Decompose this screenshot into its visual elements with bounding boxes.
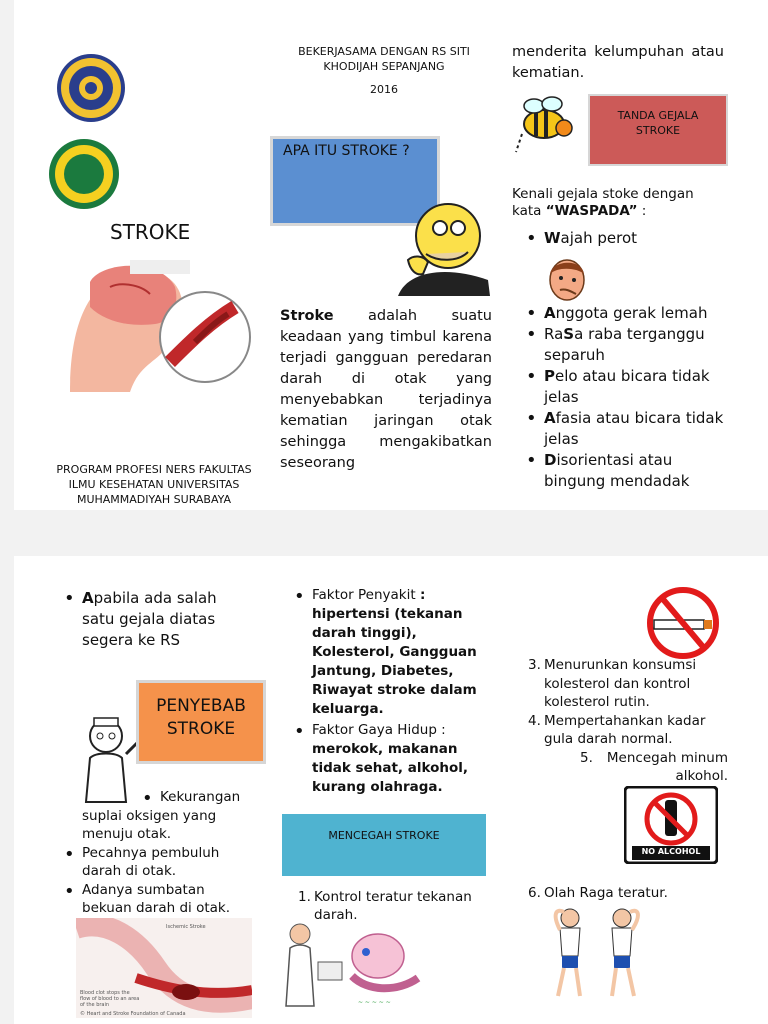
svg-text:~ ~ ~ ~ ~: ~ ~ ~ ~ ~ (358, 999, 391, 1006)
ischemic-stroke-illustration (76, 918, 252, 1018)
no-smoking-sign (642, 586, 724, 660)
university-logo (54, 52, 128, 124)
image-caption-title: Ischemic Stroke (166, 924, 206, 930)
waspada-intro-text: Kenali gejala stoke dengan kata (512, 186, 694, 219)
prevention-item: 4. Mempertahankan kadar gula darah normal. (528, 712, 706, 747)
risk-factor-disease-detail: hipertensi (tekanan darah tinggi), Kolesterol, Gangguan Jantung, Diabetes, Riwayat stroke dalam keluarga. (312, 606, 477, 717)
brain-illustration (60, 252, 260, 402)
prevention-box-title: MENCEGAH STROKE (328, 829, 440, 842)
list-item-anggota: • Anggota gerak lemah (526, 303, 726, 324)
cause-box-title: PENYEBAB STROKE (156, 696, 246, 739)
brochure-page-outside (14, 0, 768, 510)
waspada-list-top (526, 228, 726, 249)
list-item-rasa: • RaSa raba terganggu separuh (526, 324, 726, 366)
risk-factor-lifestyle: • Faktor Gaya Hidup : merokok, makanan tidak sehat, alkohol, kurang olahraga. (294, 721, 494, 797)
brochure-title: STROKE (110, 220, 191, 244)
warning-signs-box (588, 94, 728, 166)
stroke-definition (280, 306, 492, 474)
prevention-item: 5. Mencegah minum alkohol. (580, 749, 728, 784)
risk-factor-lifestyle-detail: merokok, makanan tidak sehat, alkohol, kurang olahraga. (312, 741, 468, 795)
risk-factor-disease: • Faktor Penyakit : hipertensi (tekanan darah tinggi), Kolesterol, Gangguan Jantung, Diabetes, Riwayat stroke dalam keluarga. (294, 586, 494, 719)
bee-illustration (508, 94, 580, 154)
cause-item: • Kekurangan suplai oksigen yang menuju otak. (64, 788, 242, 844)
definition-text: adalah suatu keadaan yang timbul karena terjadi gangguan peredaran darah di otak yang menyebabkan terjadinya kematian jaringan otak sehingga mengakibatkan seseorang (280, 308, 492, 471)
prevention-list-end (528, 884, 728, 902)
prevention-item: 3. Menurunkan konsumsi kolesterol dan kontrol kolesterol rutin. (528, 657, 697, 710)
cause-item: • Adanya sumbatan bekuan darah di otak. (64, 881, 242, 918)
waspada-intro-tail: : (637, 203, 647, 219)
cause-item: • Pecahnya pembuluh darah di otak. (64, 844, 242, 881)
list-item-pelo: • Pelo atau bicara tidak jelas (526, 366, 726, 408)
collaboration-text: BEKERJASAMA DENGAN RS SITI KHODIJAH SEPANJANG (298, 45, 470, 73)
list-item-wajah: • Wajah perot (526, 228, 726, 249)
muhammadiyah-logo (46, 138, 122, 210)
image-caption-text: Blood clot stops the flow of blood to an area of the brain (80, 990, 140, 1008)
risk-factors-list (294, 586, 494, 797)
what-is-stroke-title: APA ITU STROKE ? (283, 143, 410, 159)
blood-pressure-illustration (278, 922, 438, 1008)
drooping-face-illustration (544, 256, 590, 302)
definition-continuation: menderita kelumpuhan atau kematian. (512, 44, 724, 81)
waspada-intro (512, 186, 726, 220)
prevention-list-cont (528, 656, 728, 786)
no-alcohol-sign (624, 786, 718, 864)
list-item-disorientasi: • Disorientasi atau bingung mendadak (526, 450, 726, 492)
institution-text: PROGRAM PROFESI NERS FAKULTAS ILMU KESEHATAN UNIVERSITAS MUHAMMADIYAH SURABAYA (56, 463, 252, 506)
thinking-character-illustration (368, 200, 496, 300)
brochure-page-inside (14, 556, 768, 1024)
cause-box (136, 680, 266, 764)
warning-signs-title: TANDA GEJALA STROKE (617, 109, 699, 137)
prevention-item: 1. Kontrol teratur tekanan darah. (298, 889, 472, 923)
causes-list (64, 788, 242, 918)
year-text: 2016 (370, 83, 398, 96)
advice-list (64, 588, 234, 651)
exercising-children-illustration (542, 904, 654, 1000)
list-item-afasia: • Afasia atau bicara tidak jelas (526, 408, 726, 450)
prevention-box (282, 814, 486, 876)
definition-term: Stroke (280, 308, 334, 324)
no-alcohol-label: NO ALCOHOL (641, 847, 701, 856)
advice-item: • Apabila ada salah satu gejala diatas segera ke RS (64, 588, 234, 651)
waspada-list (526, 303, 726, 492)
image-credit: © Heart and Stroke Foundation of Canada (80, 1011, 186, 1017)
prevention-item: 6. Olah Raga teratur. (528, 885, 668, 901)
waspada-keyword: “WASPADA” (545, 203, 638, 219)
prevention-list-start (298, 888, 494, 924)
